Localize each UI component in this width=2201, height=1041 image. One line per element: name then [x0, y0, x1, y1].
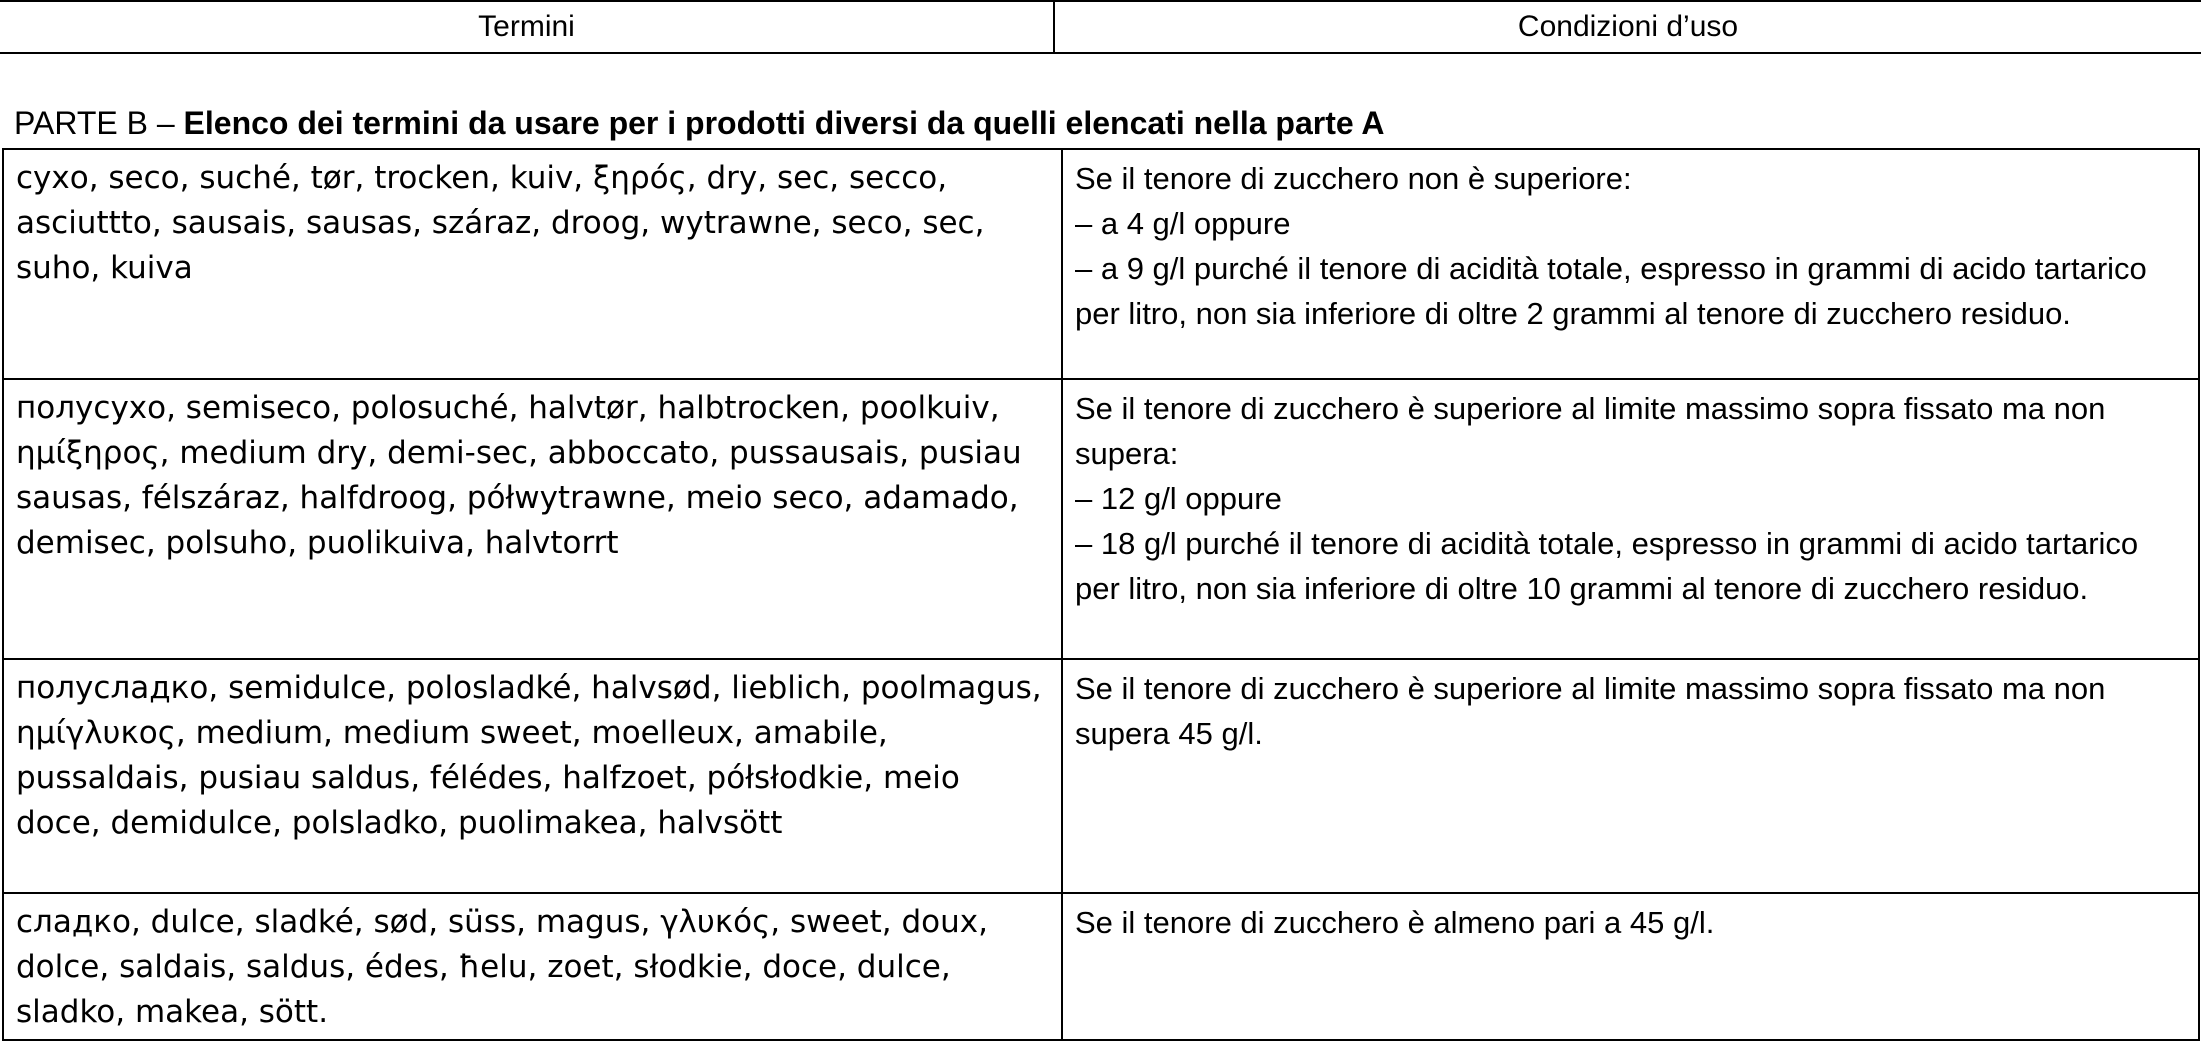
condition-line: – a 9 g/l purché il tenore di acidità totale, espresso in grammi di acido tartarico per litro, non sia inferiore di oltre 2 grammi al tenore di zucchero residuo. — [1075, 251, 2147, 331]
terms-table — [2, 148, 2200, 1041]
conditions-cell — [1062, 379, 2199, 659]
condition-line: – 12 g/l oppure — [1075, 481, 1282, 516]
conditions-cell — [1062, 893, 2199, 1040]
section-title-prefix: PARTE B – — [14, 105, 184, 141]
terms-cell: сладко, dulce, sladké, sød, süss, magus, γλυκός, sweet, doux, dolce, saldais, saldus, édes, ħelu, zoet, słodkie, doce, dulce, sladko, makea, sött. — [3, 893, 1062, 1040]
table-row — [3, 659, 2199, 893]
section-title — [14, 103, 1384, 143]
conditions-cell — [1062, 659, 2199, 893]
condition-line: Se il tenore di zucchero non è superiore: — [1075, 161, 1632, 196]
condition-line: Se il tenore di zucchero è almeno pari a 45 g/l. — [1075, 905, 1715, 940]
condition-line: – a 4 g/l oppure — [1075, 206, 1291, 241]
conditions-cell — [1062, 149, 2199, 379]
condition-line: Se il tenore di zucchero è superiore al limite massimo sopra fissato ma non supera 45 g/l. — [1075, 671, 2106, 751]
table-row — [3, 149, 2199, 379]
terms-cell: сухо, seco, suché, tør, trocken, kuiv, ξηρός, dry, sec, secco, asciuttto, sausais, sausas, száraz, droog, wytrawne, seco, sec, suho, kuiva — [3, 149, 1062, 379]
table-row — [3, 893, 2199, 1040]
column-header-conditions: Condizioni d’uso — [1054, 1, 2201, 53]
terms-cell: полусухо, semiseco, polosuché, halvtør, halbtrocken, poolkuiv, ημίξηρος, medium dry, demi-sec, abboccato, pussausais, pusiau sausas, félszáraz, halfdroog, półwytrawne, meio seco, adamado, demisec, polsuho, puolikuiva, halvtorrt — [3, 379, 1062, 659]
section-title-text: Elenco dei termini da usare per i prodotti diversi da quelli elencati nella parte A — [183, 105, 1385, 141]
condition-line: Se il tenore di zucchero è superiore al limite massimo sopra fissato ma non supera: — [1075, 391, 2106, 471]
condition-line: – 18 g/l purché il tenore di acidità totale, espresso in grammi di acido tartarico per litro, non sia inferiore di oltre 10 grammi al tenore di zucchero residuo. — [1075, 526, 2139, 606]
table-row — [3, 379, 2199, 659]
column-header-terms: Termini — [0, 1, 1054, 53]
column-header-table — [0, 0, 2201, 54]
terms-cell: полусладко, semidulce, polosladké, halvsød, lieblich, poolmagus, ημίγλυκος, medium, medium sweet, moelleux, amabile, pussaldais, pusiau saldus, félédes, halfzoet, półsłodkie, meio doce, demidulce, polsladko, puolimakea, halvsött — [3, 659, 1062, 893]
column-header-row — [0, 1, 2201, 53]
